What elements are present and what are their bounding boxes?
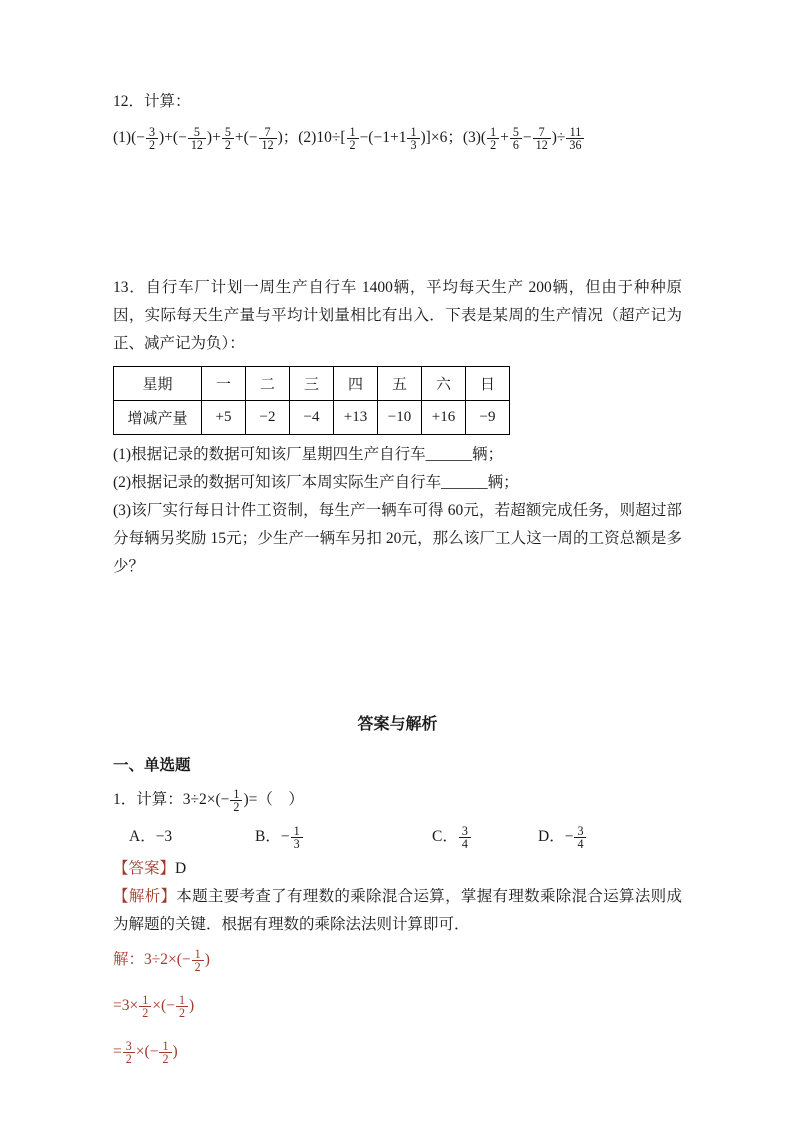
- fraction: $\frac{1}{2}$: [139, 994, 151, 1020]
- question-13-number: 13．: [113, 279, 146, 296]
- working-space: [113, 158, 682, 274]
- table-cell: 二: [246, 367, 290, 401]
- fraction: $\frac{1}{2}$: [192, 948, 204, 974]
- fraction: $\frac{1}{2}$: [176, 994, 188, 1020]
- fraction: $\frac{3}{2}$: [123, 1040, 135, 1066]
- fraction: $\frac{1}{2}$: [159, 1040, 171, 1066]
- table-cell: −2: [246, 401, 290, 435]
- table-cell: 一: [202, 367, 246, 401]
- option-b: B．− $\frac{1}{3}$: [255, 819, 432, 855]
- production-table: [113, 366, 510, 435]
- answers-section: [113, 713, 682, 1073]
- answer-value: D: [175, 860, 187, 877]
- fraction: $\frac{5}{12}$: [188, 126, 206, 152]
- answer-label: 【答案】: [113, 860, 176, 877]
- table-cell: −10: [378, 401, 422, 435]
- answer-line: [113, 855, 682, 883]
- solution-step-2: =3× $\frac{1}{2}$ ×(− $\frac{1}{2}$ ): [113, 992, 195, 1021]
- analysis-label: 【解析】: [113, 888, 177, 905]
- analysis-paragraph: [113, 883, 682, 939]
- option-c: C． $\frac{3}{4}$: [432, 819, 538, 855]
- table-values-row: [114, 401, 510, 435]
- table-cell: 四: [334, 367, 378, 401]
- table-cell: 日: [466, 367, 510, 401]
- question-12-title: 计算：: [144, 93, 191, 110]
- table-cell: −9: [466, 401, 510, 435]
- fraction: $\frac{3}{4}$: [574, 825, 586, 851]
- solution-step-3: = $\frac{3}{2}$ ×(− $\frac{1}{2}$ ): [113, 1038, 178, 1067]
- fraction: $\frac{1}{3}$: [407, 126, 419, 152]
- answer-q1-expression: 3÷2×(− $\frac{1}{2}$ )=（ ）: [182, 786, 304, 815]
- table-header-row: [114, 367, 510, 401]
- fraction: $\frac{1}{2}$: [230, 788, 242, 814]
- table-cell: +13: [334, 401, 378, 435]
- option-a: A．−3: [129, 828, 173, 845]
- answer-q1-options: [113, 819, 682, 855]
- question-12-expressions: (1)(− $\frac{3}{2}$ )+(− $\frac{5}{12}$ )+ $\frac{5}{2}$ +(− $\frac{7}{12}$ )；(2)10÷[ $\frac{1}{2}$ −(−1+1 $\frac{1}{3}$ )]×6；(3)( $\frac{1}{2}$ + $\frac{5}{6}$ − $\frac{7}{12}$ )÷ $\frac{11}{36}$: [113, 118, 682, 158]
- fraction: $\frac{5}{6}$: [510, 126, 522, 152]
- question-12: [113, 88, 682, 158]
- working-space: [113, 581, 682, 713]
- fraction: $\frac{5}{2}$: [222, 126, 234, 152]
- fraction: $\frac{3}{4}$: [459, 825, 471, 851]
- question-13-sub1: (1)根据记录的数据可知该厂星期四生产自行车______辆；: [113, 446, 504, 463]
- fraction: $\frac{1}{3}$: [291, 825, 303, 851]
- fraction: $\frac{1}{2}$: [347, 126, 359, 152]
- question-13-sub2: (2)根据记录的数据可知该厂本周实际生产自行车______辆；: [113, 474, 519, 491]
- question-12-heading: [113, 88, 682, 116]
- option-d: D．− $\frac{3}{4}$: [538, 819, 587, 855]
- solution-step-1: 解：3÷2×(− $\frac{1}{2}$ ): [113, 946, 210, 975]
- fraction: $\frac{1}{2}$: [487, 126, 499, 152]
- table-cell: −4: [290, 401, 334, 435]
- question-13-sub3: (3)该厂实行每日计件工资制，每生产一辆车可得 60元，若超额完成任务，则超过部分每辆另奖励 15元；少生产一辆车另扣 20元，那么该厂工人这一周的工资总额是多少？: [113, 502, 682, 575]
- analysis-text: 本题主要考查了有理数的乘除混合运算，掌握有理数乘除混合运算法则成为解题的关键．根据有理数的乘除法法则计算即可．: [113, 888, 682, 933]
- answers-heading: 答案与解析: [357, 716, 438, 733]
- table-cell: +5: [202, 401, 246, 435]
- section-title-single-choice: 一、单选题: [113, 757, 191, 774]
- fraction: $\frac{7}{12}$: [533, 126, 551, 152]
- table-cell-header-label: 星期: [114, 367, 202, 401]
- fraction: $\frac{11}{36}$: [566, 126, 584, 152]
- table-cell: 六: [422, 367, 466, 401]
- answer-q1-number: 1．计算：: [113, 791, 183, 808]
- question-13-text: 自行车厂计划一周生产自行车 1400辆，平均每天生产 200辆，但由于种种原因，实际每天生产量与平均计划量相比有出入．下表是某周的生产情况（超产记为正、减产记为负）：: [113, 279, 682, 352]
- answer-q1-stem: [113, 781, 682, 819]
- fraction: $\frac{3}{2}$: [146, 126, 158, 152]
- fraction: $\frac{7}{12}$: [259, 126, 277, 152]
- table-cell: +16: [422, 401, 466, 435]
- question-12-number: 12．: [113, 93, 145, 110]
- table-cell-row-label: 增减产量: [114, 401, 202, 435]
- table-cell: 三: [290, 367, 334, 401]
- table-cell: 五: [378, 367, 422, 401]
- question-13-stem: [113, 274, 682, 358]
- question-13: [113, 274, 682, 581]
